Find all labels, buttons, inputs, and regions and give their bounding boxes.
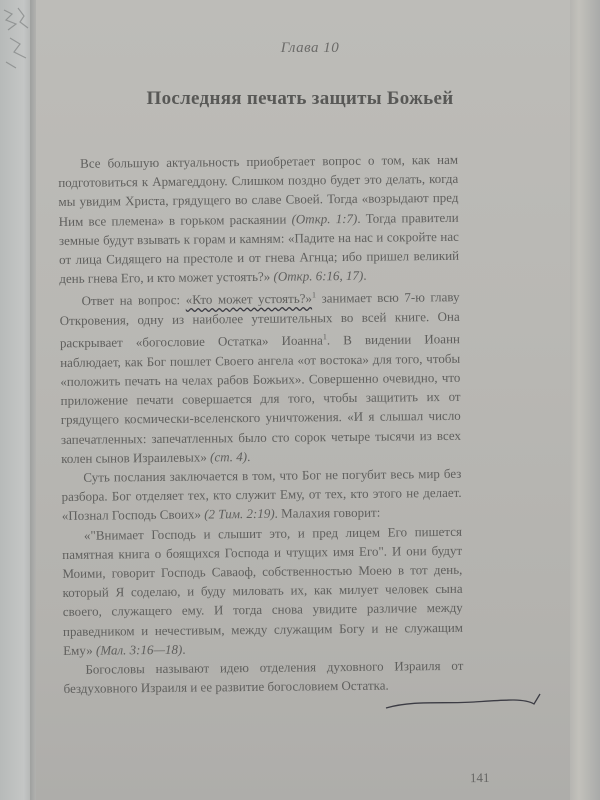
footnote-marker: 1 <box>322 332 327 342</box>
text-run: Суть послания заключается в том, что Бог не погубит весь мир без разбора. Бог отделяет тех, кто служит Ему, от тех, кто этого не делает. «Познал Господь Своих» <box>61 465 462 524</box>
quote-paragraph <box>62 521 463 660</box>
text-run: . В видении Иоанн наблюдает, как Бог пошлет Своего ангела «от востока» для того, чтобы «положить печать на челах рабов Божьих». Совершенно очевидно, что приложение печати совершается для того, чтобы защитить их от грядущего космически-вселенского уничтожения. «И я слышал число запечатленных: запечатленных было сто сорок четыре тысячи из всех колен сынов Израилевых» <box>60 331 462 466</box>
scripture-reference: (2 Тим. 2:19) <box>204 506 275 522</box>
text-run: Богословы называют идею отделения духовного Израиля от бездуховного Израиля и ее развитие богословием Остатка. <box>63 657 464 697</box>
scripture-reference: (Откр. 1:7) <box>291 210 358 227</box>
footnote-marker: 1 <box>311 290 317 300</box>
paragraph <box>59 284 461 468</box>
scripture-reference: (Мал. 3:16—18) <box>95 641 183 658</box>
text-run: Ответ на вопрос: <box>81 292 186 309</box>
underlined-phrase: «Кто может устоять?» <box>185 291 313 308</box>
paragraph <box>58 150 459 289</box>
paragraph <box>61 464 462 526</box>
text-run: . <box>182 641 186 657</box>
chapter-title: Последняя печать защиты Божьей <box>146 88 454 109</box>
text-run: . Малахия говорит: <box>274 504 381 522</box>
text-run: . <box>247 448 251 464</box>
pen-underline-mark-icon <box>384 690 544 720</box>
chapter-label: Глава 10 <box>280 40 340 56</box>
handwriting-scribble-icon <box>2 4 30 74</box>
text-run: «"Внимает Господь и слышит это, и пред лицем Его пишется памятная книга о боящихся Господа и чтущих имя Его". И они будут Моими, говорит Господь Саваоф, собственностью Моею в тот день, который Я соделаю, и буду миловать их, как милует человек сына своего, служащего ему. И тогда снова увидите различие между праведником и нечестивым, между служащим Богу и не служащим Ему» <box>62 523 464 658</box>
text-run: . <box>363 267 367 284</box>
page-number: 141 <box>469 769 490 786</box>
scripture-reference: (Откр. 6:16, 17) <box>273 268 364 284</box>
adjacent-page-edge <box>0 0 34 800</box>
text-run: Все большую актуальность приобретает вопрос о том, как нам подготовиться к Армагеддону. Слишком поздно будет это делать, когда мы увидим Христа, грядущего во славе Своей. Тогда «возрыдают пред Ним все племена» в горьком раскаянии <box>58 151 459 229</box>
scripture-reference: (ст. 4) <box>210 448 248 465</box>
text-run: занимает всю 7-ю главу Откровения, одну из наиболее утешительных во всей книге. Она раскрывает «богословие Остатка» Иоанна <box>59 289 460 351</box>
body-text <box>58 150 464 699</box>
page-edge-right <box>570 0 600 800</box>
text-run: . Тогда правители земные будут взывать к горам и камням: «Падите на нас и сокройте нас от лица Сидящего на престоле и от гнева Агнца; ибо пришел великий день гнева Его, и кто может устоять?» <box>58 209 460 287</box>
